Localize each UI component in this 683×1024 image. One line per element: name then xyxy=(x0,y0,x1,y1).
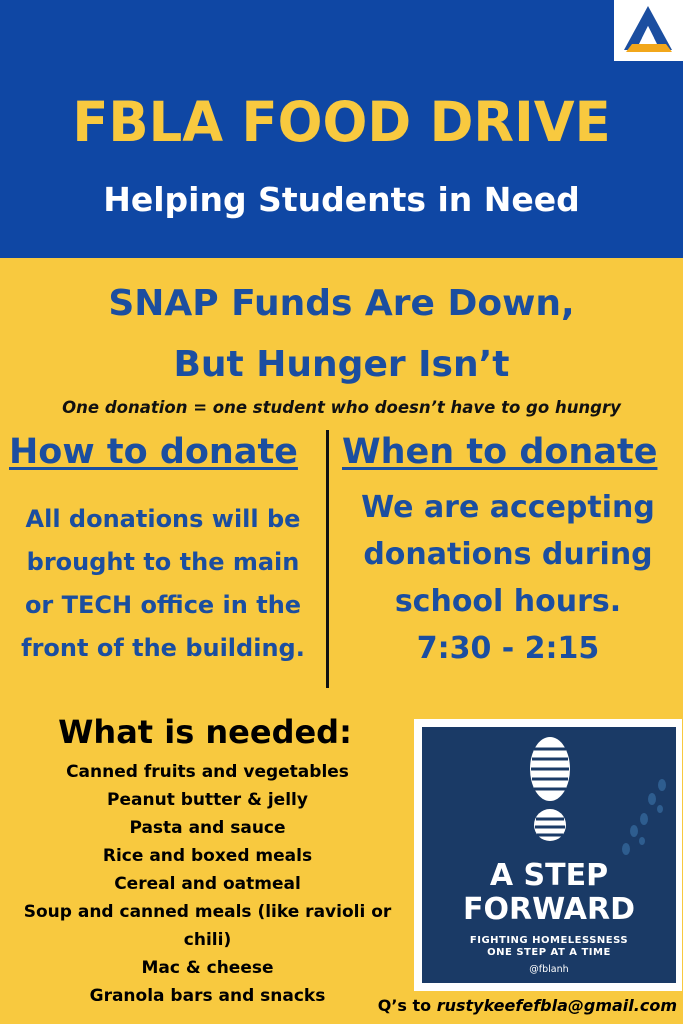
list-item: chili) xyxy=(183,930,232,950)
what-is-needed-heading: What is needed: xyxy=(58,713,352,751)
contact-email-link[interactable]: rustykeefefbla@gmail.com xyxy=(436,996,677,1015)
when-line: donations during xyxy=(363,537,653,572)
needed-items-list xyxy=(0,758,415,1010)
header-banner xyxy=(0,0,683,258)
how-line: or TECH office in the xyxy=(24,591,302,619)
promo-title-line: A STEP xyxy=(489,858,609,893)
how-line: brought to the main xyxy=(26,548,300,576)
when-line: school hours. xyxy=(394,584,622,619)
promo-handle: @fblanh xyxy=(529,964,569,975)
headline-line-1: SNAP Funds Are Down, xyxy=(108,283,575,324)
promo-title-line: FORWARD xyxy=(462,892,636,927)
tagline: One donation = one student who doesn’t have to go hungry xyxy=(62,398,621,417)
how-to-donate-heading: How to donate xyxy=(9,432,298,472)
fbla-logo-icon xyxy=(614,0,683,61)
a-step-forward-promo xyxy=(414,719,682,991)
when-line: 7:30 - 2:15 xyxy=(416,631,600,666)
how-to-donate-text xyxy=(2,498,324,670)
list-item: Granola bars and snacks xyxy=(89,986,326,1006)
when-to-donate-heading: When to donate xyxy=(342,432,658,472)
when-to-donate-text xyxy=(338,484,678,672)
list-item: Peanut butter & jelly xyxy=(107,790,308,810)
column-divider xyxy=(326,430,329,688)
promo-sub-line: FIGHTING HOMELESSNESS xyxy=(469,935,629,946)
list-item: Mac & cheese xyxy=(141,958,274,978)
page-subtitle: Helping Students in Need xyxy=(103,180,580,219)
contact-line xyxy=(378,996,677,1015)
list-item: Pasta and sauce xyxy=(129,818,286,838)
page-title: FBLA FOOD DRIVE xyxy=(72,90,611,154)
contact-prefix: Q’s to xyxy=(377,996,437,1015)
promo-title xyxy=(422,859,676,927)
promo-panel xyxy=(422,727,676,983)
headline-line-2: But Hunger Isn’t xyxy=(173,344,510,385)
list-item: Cereal and oatmeal xyxy=(114,874,301,894)
list-item: Soup and canned meals (like ravioli or xyxy=(23,902,392,922)
when-line: We are accepting xyxy=(361,490,655,525)
how-line: front of the building. xyxy=(21,634,305,662)
promo-sub-line: ONE STEP AT A TIME xyxy=(487,947,611,958)
footprint-icon xyxy=(422,727,676,857)
how-line: All donations will be xyxy=(25,505,301,533)
promo-subtitle xyxy=(422,935,676,959)
list-item: Canned fruits and vegetables xyxy=(66,762,349,782)
list-item: Rice and boxed meals xyxy=(102,846,313,866)
